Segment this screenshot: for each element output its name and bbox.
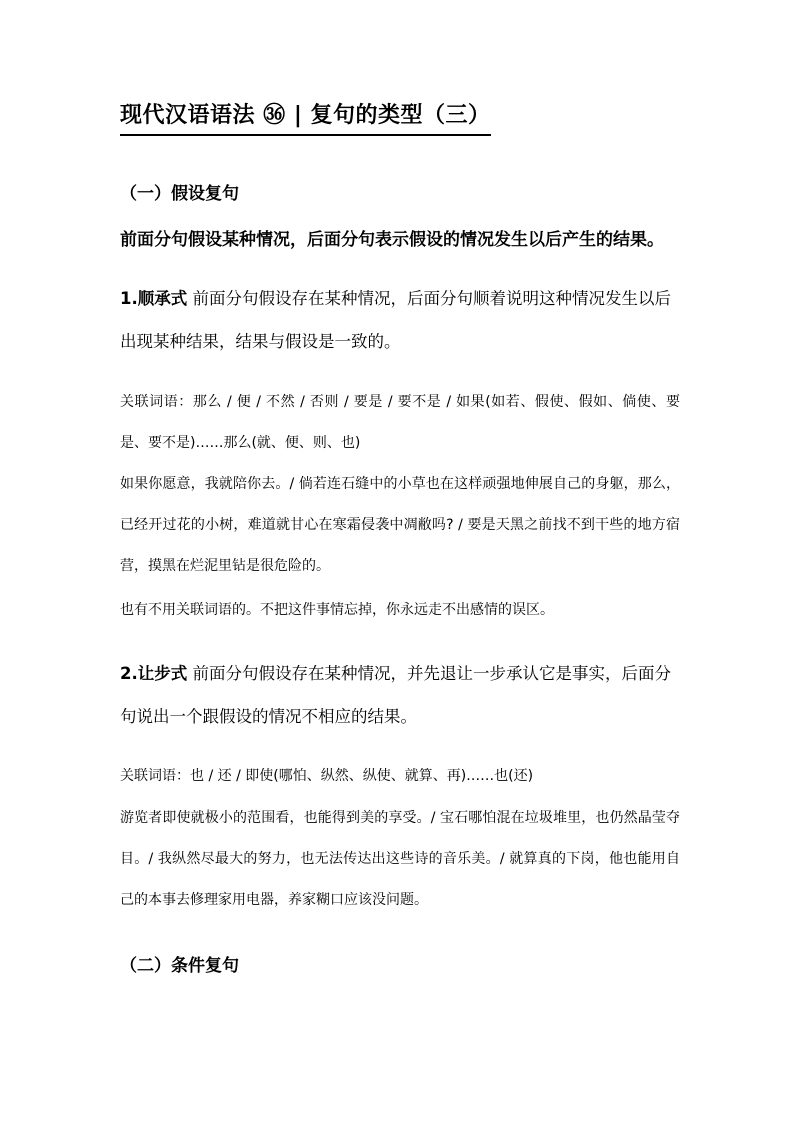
examples-paragraph: 如果你愿意，我就陪你去。/ 倘若连石缝中的小草也在这样顽强地伸展自己的身躯，那么，已经开过花的小树，难道就甘心在寒霜侵袭中凋敝吗? / 要是天黑之前找不到干些的地方宿营，摸黑在烂泥里钻是很危险的。: [120, 476, 680, 574]
subsection-text: 前面分句假设存在某种情况，后面分句顺着说明这种情况发生以后出现某种结果，结果与假设是一致的。: [120, 289, 671, 351]
page-title: 现代汉语语法 ㊱ | 复句的类型（三）: [120, 100, 491, 136]
note-paragraph: 也有不用关联词语的。不把这件事情忘掉，你永远走不出感情的误区。: [120, 602, 554, 618]
subsection-label: 1.顺承式: [120, 289, 188, 308]
examples-paragraph: 游览者即使就极小的范围看，也能得到美的享受。/ 宝石哪怕混在垃圾堆里，也仍然晶莹夺目。/ 我纵然尽最大的努力，也无法传达出这些诗的音乐美。/ 就算真的下岗，他也能用自己的本事去修理家用电器，养家糊口应该没问题。: [120, 810, 680, 908]
section-heading-condition: （二）条件复句: [120, 956, 239, 976]
subsection-label: 2.让步式: [120, 664, 188, 683]
connectives-paragraph: 关联词语：那么 / 便 / 不然 / 否则 / 要是 / 要不是 / 如果(如若、假使、假如、倘使、要是、要不是)……那么(就、便、则、也): [120, 394, 680, 451]
connectives-paragraph: 关联词语：也 / 还 / 即使(哪怕、纵然、纵使、就算、再)……也(还): [120, 768, 534, 784]
section-heading-hypothesis: （一）假设复句: [120, 184, 239, 204]
section-lead: 前面分句假设某种情况，后面分句表示假设的情况发生以后产生的结果。: [120, 230, 664, 250]
subsection-sequential: [120, 277, 680, 363]
subsection-text: 前面分句假设存在某种情况，并先退让一步承认它是事实，后面分句说出一个跟假设的情况不相应的结果。: [120, 664, 671, 726]
subsection-concessive: [120, 652, 680, 738]
